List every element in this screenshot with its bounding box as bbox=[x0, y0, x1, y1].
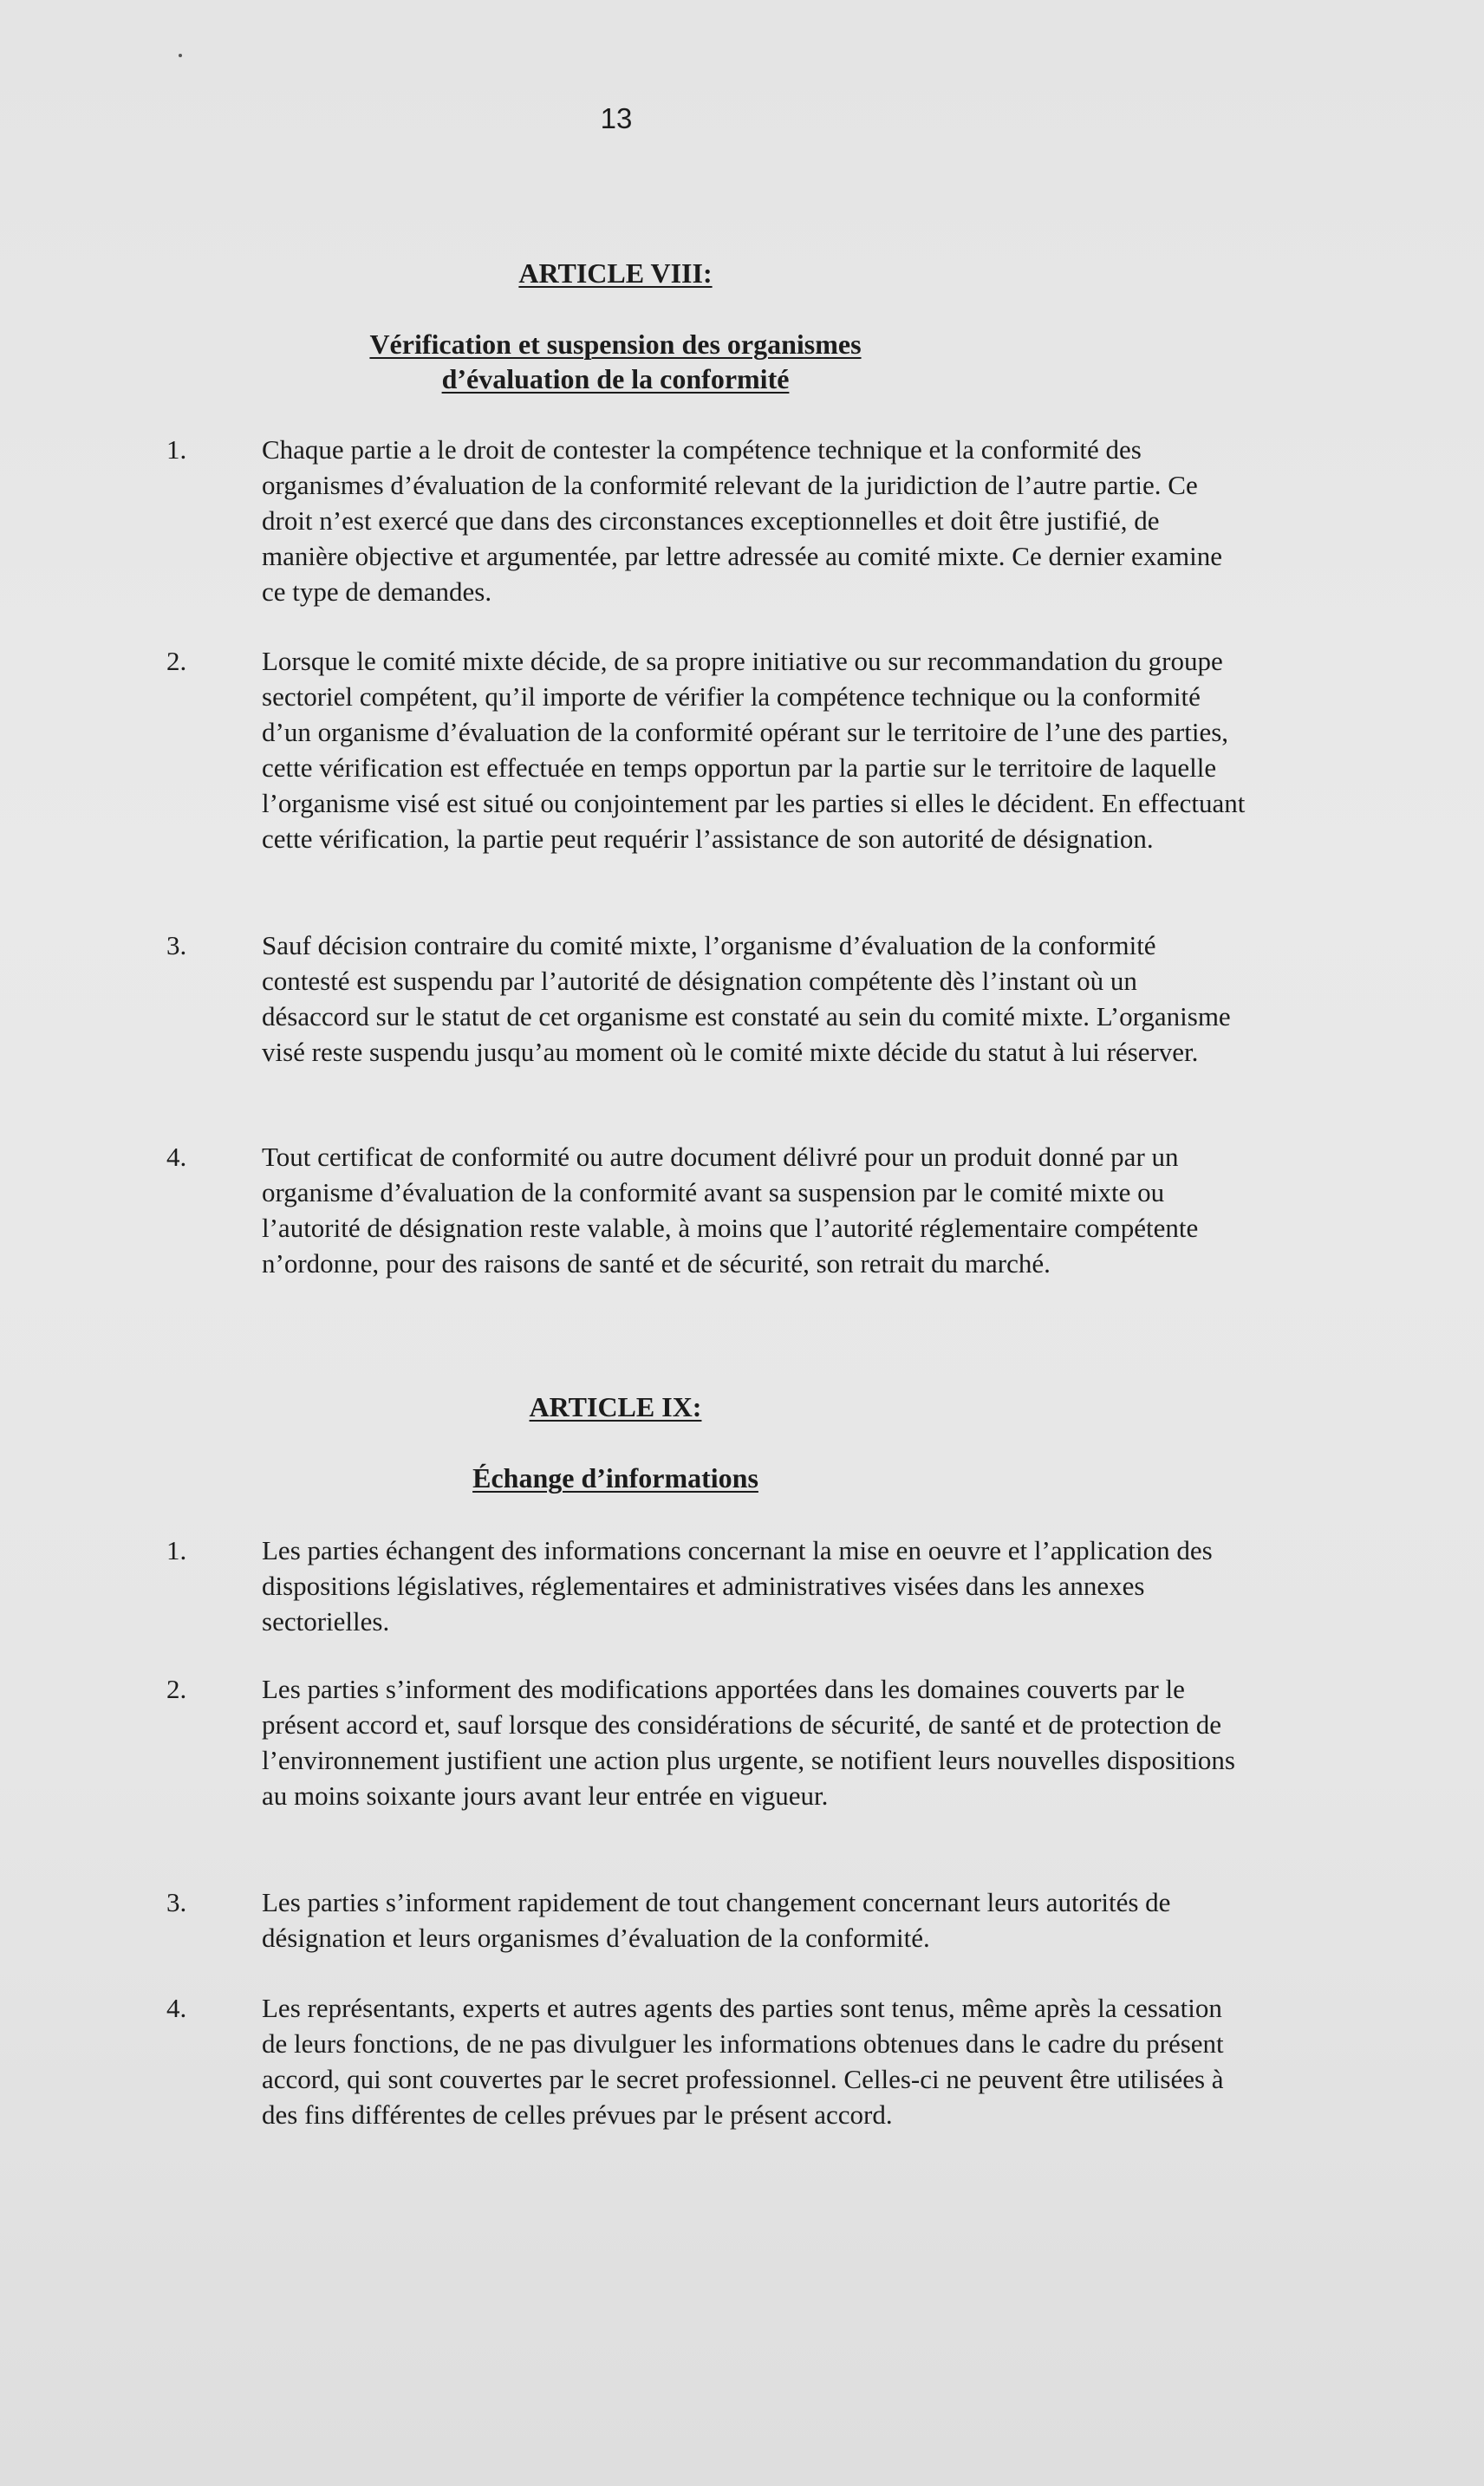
article-ix-paragraph-4 bbox=[166, 1990, 1250, 2132]
paragraph-number: 1. bbox=[166, 1535, 187, 1565]
stray-mark bbox=[179, 54, 182, 57]
article-viii-title-text: ARTICLE VIII: bbox=[518, 257, 713, 289]
article-viii-paragraph-2 bbox=[166, 643, 1250, 856]
article-ix-subtitle-text: Échange d’informations bbox=[472, 1462, 758, 1494]
article-viii-subtitle-line1 bbox=[0, 328, 1231, 361]
paragraph-number: 3. bbox=[166, 930, 187, 960]
paragraph-text: Chaque partie a le droit de contester la compétence technique et la conformité des organismes d’évaluation de la conformité relevant de la juridiction de l’autre partie. Ce droit n’est exercé que dans des circonstances exceptionnelles et doit être justifié, de manière objective et argumentée, par lettre adressée au comité mixte. Ce dernier examine ce type de demandes. bbox=[262, 434, 1223, 607]
paragraph-text: Les parties échangent des informations concernant la mise en oeuvre et l’application des dispositions législatives, réglementaires et administratives visées dans les annexes sectorielles. bbox=[262, 1535, 1213, 1637]
paragraph-number: 1. bbox=[166, 434, 187, 465]
article-ix-title bbox=[0, 1390, 1231, 1423]
paragraph-number: 3. bbox=[166, 1887, 187, 1917]
paragraph-text: Lorsque le comité mixte décide, de sa propre initiative ou sur recommandation du groupe sectoriel compétent, qu’il importe de vérifier la compétence technique ou la conformité d’un organisme d’évaluation de la conformité opérant sur le territoire de l’une des parties, cette vérification est effectuée en temps opportun par la partie sur le territoire de laquelle l’organisme visé est situé ou conjointement par les parties si elles le décident. En effectuant cette vérification, la partie peut requérir l’assistance de son autorité de désignation. bbox=[262, 646, 1246, 854]
article-viii-title bbox=[0, 257, 1231, 290]
paragraph-text: Les représentants, experts et autres agents des parties sont tenus, même après la cessation de leurs fonctions, de ne pas divulguer les informations obtenues dans le cadre du présent accord, qui sont couvertes par le secret professionnel. Celles-ci ne peuvent être utilisées à des fins différentes de celles prévues par le présent accord. bbox=[262, 1993, 1224, 2130]
article-ix-paragraph-3 bbox=[166, 1884, 1250, 1956]
article-ix-subtitle bbox=[0, 1461, 1231, 1494]
paragraph-text: Sauf décision contraire du comité mixte, l’organisme d’évaluation de la conformité contesté est suspendu par l’autorité de désignation compétente dès l’instant où un désaccord sur le statut de cet organisme est constaté au sein du comité mixte. L’organisme visé reste suspendu jusqu’au moment où le comité mixte décide du statut à lui réserver. bbox=[262, 930, 1231, 1067]
article-viii-subtitle-line2-text: d’évaluation de la conformité bbox=[441, 363, 790, 394]
paragraph-text: Les parties s’informent des modifications apportées dans les domaines couverts par le présent accord et, sauf lorsque des considérations de sécurité, de santé et de protection de l’environnement justifient une action plus urgente, se notifient leurs nouvelles dispositions au moins soixante jours avant leur entrée en vigueur. bbox=[262, 1674, 1235, 1811]
article-viii-paragraph-3 bbox=[166, 927, 1250, 1070]
paragraph-text: Tout certificat de conformité ou autre document délivré pour un produit donné par un organisme d’évaluation de la conformité avant sa suspension par le comité mixte ou l’autorité de désignation reste valable, à moins que l’autorité réglementaire compétente n’ordonne, pour des raisons de santé et de sécurité, son retrait du marché. bbox=[262, 1142, 1199, 1279]
article-viii-subtitle-line2 bbox=[0, 362, 1231, 395]
article-ix-title-text: ARTICLE IX: bbox=[529, 1391, 702, 1422]
paragraph-number: 2. bbox=[166, 646, 187, 676]
paragraph-number: 4. bbox=[166, 1993, 187, 2023]
paragraph-number: 2. bbox=[166, 1674, 187, 1704]
article-viii-paragraph-1 bbox=[166, 432, 1250, 609]
article-viii-subtitle-line1-text: Vérification et suspension des organismes bbox=[369, 329, 862, 360]
paragraph-text: Les parties s’informent rapidement de tout changement concernant leurs autorités de désignation et leurs organismes d’évaluation de la conformité. bbox=[262, 1887, 1171, 1953]
paragraph-number: 4. bbox=[166, 1142, 187, 1172]
article-ix-paragraph-2 bbox=[166, 1671, 1250, 1813]
article-ix-paragraph-1 bbox=[166, 1533, 1250, 1639]
page-number: 13 bbox=[600, 102, 633, 134]
article-viii-paragraph-4 bbox=[166, 1139, 1250, 1281]
